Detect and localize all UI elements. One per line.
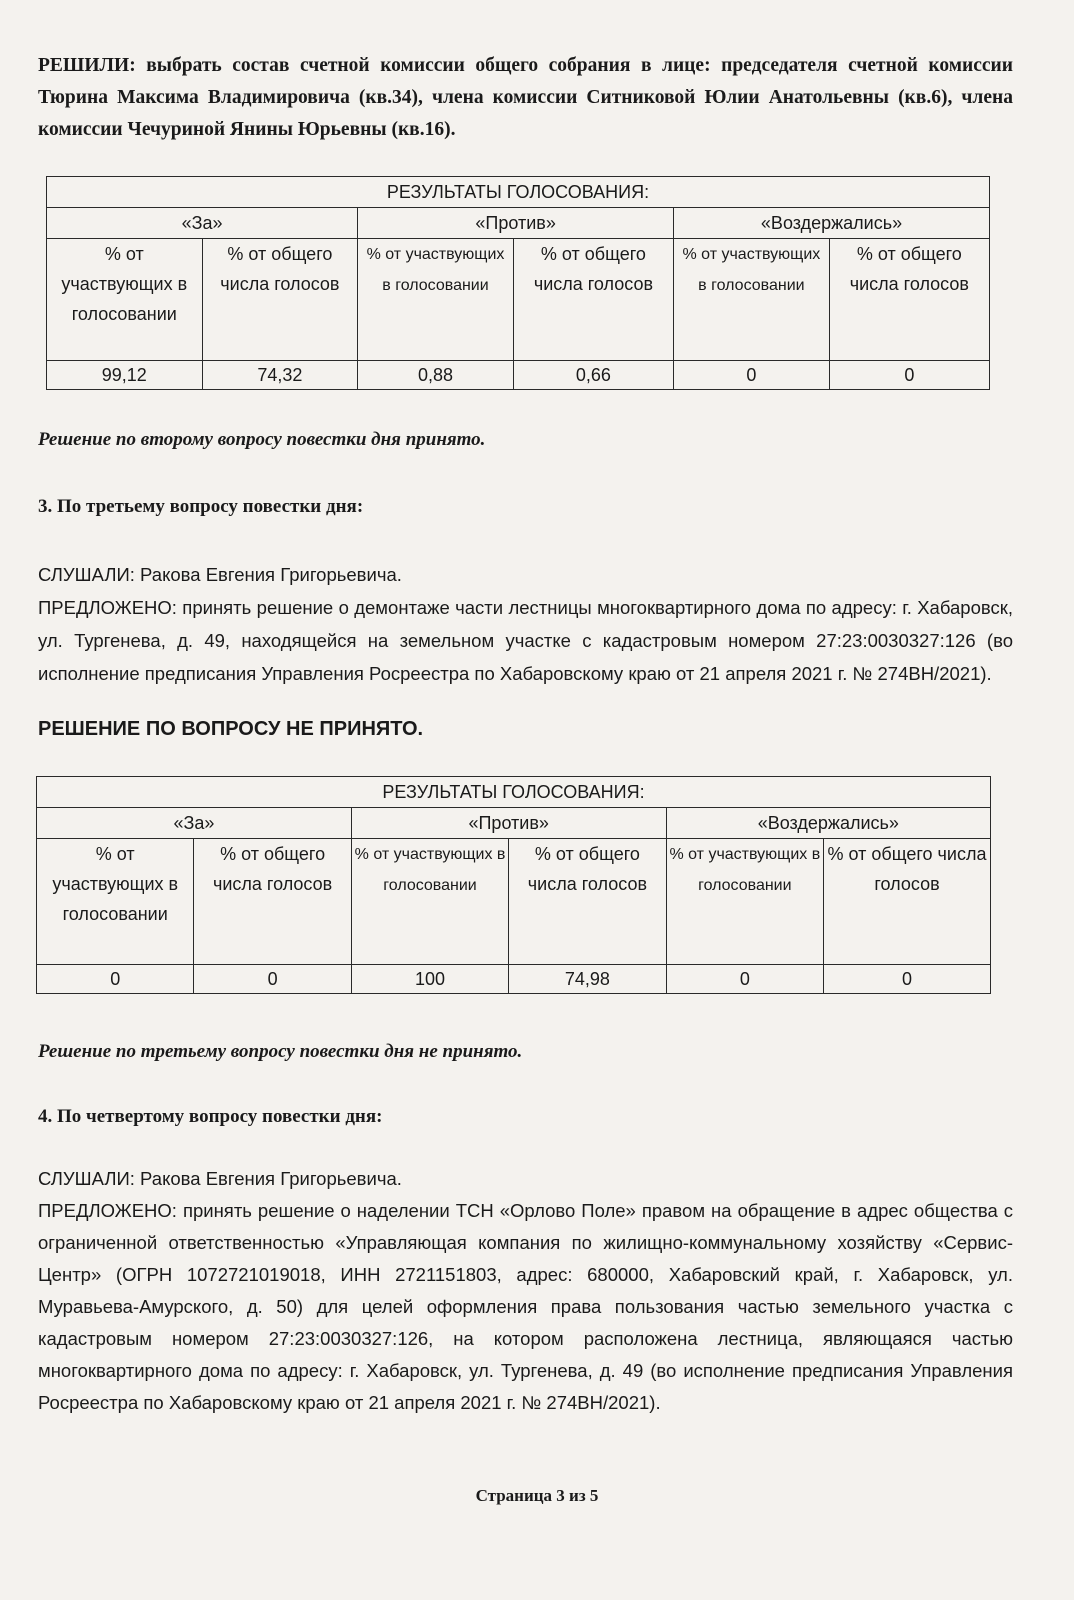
header-participants: % от участвующих в голосовании [47,239,203,361]
heading-q4: 4. По четвертому вопросу повестки дня: [38,1106,383,1127]
value-cell: 0 [674,361,830,390]
value-cell: 0 [666,965,823,994]
value-cell: 0,88 [358,361,514,390]
q4-proposed: ПРЕДЛОЖЕНО: принять решение о наделении ТСН «Орлово Поле» правом на обращение в адрес общества с ограниченной ответственностью «Управляющая компания по жилищно-коммунальному хозяйству «Сервис-Центр» (ОГРН 1072721019018, ИНН 2721151803, адрес: 680000, Хабаровский край, г. Хабаровск, ул. Муравьева-Амурского, д. 50) для целей оформления права пользования частью земельного участка с кадастровым номером 27:23:0030327:126, на котором расположена лестница, являющаяся частью многоквартирного дома по адресу: г. Хабаровск, ул. Тургенева, д. 49 (во исполнение предписания Управления Росреестра по Хабаровскому краю от 21 апреля 2021 г. № 274ВН/2021). [38,1200,1013,1413]
value-cell: 99,12 [47,361,203,390]
header-participants: % от участвующих в голосовании [358,239,514,361]
value-cell: 74,32 [202,361,358,390]
decided-label: РЕШИЛИ: [38,55,136,76]
decision-q3: Решение по третьему вопросу повестки дня не принято. [38,1041,523,1062]
decided-paragraph [38,50,1013,146]
header-participants: % от участвующих в голосовании [351,839,508,965]
group-against: «Против» [358,208,674,239]
value-cell: 0 [829,361,989,390]
results-title: РЕЗУЛЬТАТЫ ГОЛОСОВАНИЯ: [37,777,991,808]
group-abstained: «Воздержались» [666,808,990,839]
voting-results-table-2 [36,776,991,994]
q4-heard: СЛУШАЛИ: Ракова Евгения Григорьевича. [38,1168,402,1189]
q3-heard: СЛУШАЛИ: Ракова Евгения Григорьевича. [38,564,402,585]
group-abstained: «Воздержались» [674,208,990,239]
q3-result: РЕШЕНИЕ ПО ВОПРОСУ НЕ ПРИНЯТО. [38,718,424,740]
header-participants: % от участвующих в голосовании [37,839,194,965]
header-participants: % от участвующих в голосовании [666,839,823,965]
header-total: % от общего числа голосов [829,239,989,361]
value-cell: 74,98 [509,965,666,994]
q3-body [38,558,1013,690]
heading-q3: 3. По третьему вопросу повестки дня: [38,496,364,517]
value-cell: 0 [824,965,991,994]
group-against: «Против» [351,808,666,839]
decided-text: выбрать состав счетной комиссии общего собрания в лице: председателя счетной комиссии Тюрина Максима Владимировича (кв.34), члена комиссии Ситниковой Юлии Анатольевны (кв.6), члена комиссии Чечуриной Янины Юрьевны (кв.16). [38,55,1013,140]
value-cell: 0,66 [513,361,673,390]
group-for: «За» [47,208,358,239]
results-title: РЕЗУЛЬТАТЫ ГОЛОСОВАНИЯ: [47,177,990,208]
page-number: Страница 3 из 5 [475,1486,599,1505]
q4-body [38,1163,1013,1419]
header-total: % от общего числа голосов [513,239,673,361]
header-total: % от общего числа голосов [202,239,358,361]
voting-results-table-1 [46,176,990,390]
value-cell: 0 [194,965,351,994]
header-total: % от общего числа голосов [194,839,351,965]
header-participants: % от участвующих в голосовании [674,239,830,361]
group-for: «За» [37,808,352,839]
value-cell: 0 [37,965,194,994]
header-total: % от общего числа голосов [509,839,666,965]
header-total: % от общего числа голосов [824,839,991,965]
q3-proposed: ПРЕДЛОЖЕНО: принять решение о демонтаже части лестницы многоквартирного дома по адресу: г. Хабаровск, ул. Тургенева, д. 49, находящейся на земельном участке с кадастровым номером 27:23:0030327:126 (во исполнение предписания Управления Росреестра по Хабаровскому краю от 21 апреля 2021 г. № 274ВН/2021). [38,597,1013,684]
decision-q2: Решение по второму вопросу повестки дня принято. [38,429,486,450]
value-cell: 100 [351,965,508,994]
